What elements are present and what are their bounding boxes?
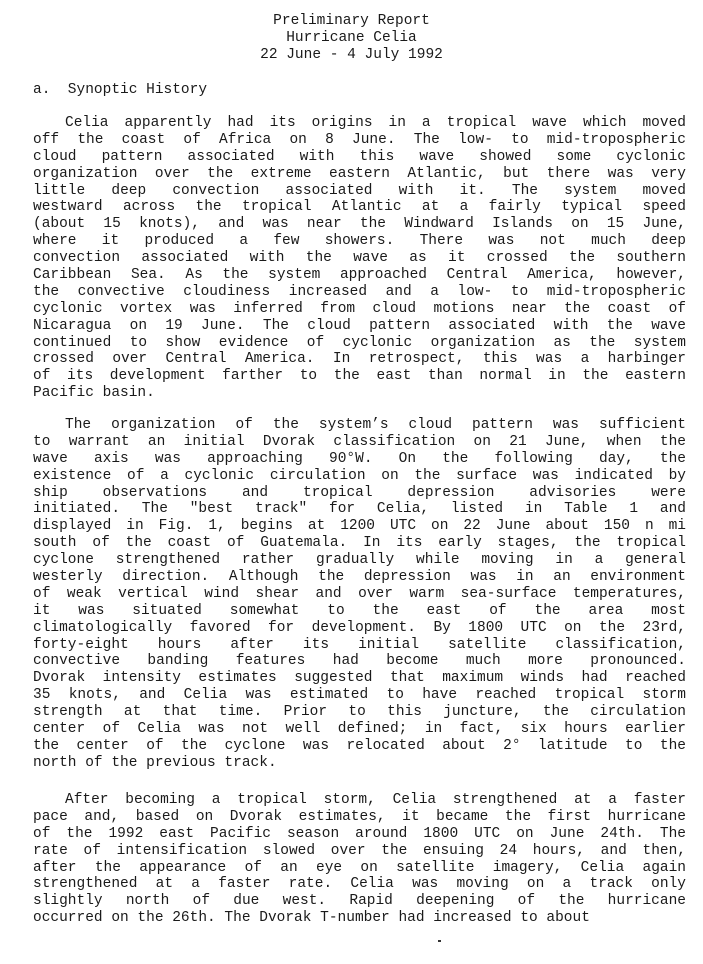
text-line: ship observations and tropical depression advisories were (33, 484, 686, 501)
text-line: where it produced a few showers. There was not much deep (33, 233, 686, 250)
text-line: existence of a cyclonic circulation on the surface was indicated by (33, 467, 686, 484)
text-line: south of the coast of Guatemala. In its early stages, the tropical (33, 535, 686, 552)
report-dates: 22 June - 4 July 1992 (260, 47, 443, 63)
text-line: cloud pattern associated with this wave showed some cyclonic (33, 148, 686, 165)
text-line: off the coast of Africa on 8 June. The low- to mid-tropospheric (33, 131, 686, 148)
text-line: center of Celia was not well defined; in fact, six hours earlier (33, 721, 686, 738)
text-line: 35 knots, and Celia was estimated to have reached tropical storm (33, 687, 686, 704)
text-line: westerly direction. Although the depression was in an environment (33, 569, 686, 586)
text-line: convection associated with the wave as it crossed the southern (33, 250, 686, 267)
text-line: of its development farther to the east than normal in the eastern (33, 368, 686, 385)
text-line: to warrant an initial Dvorak classification on 21 June, when the (33, 433, 686, 450)
text-line: Nicaragua on 19 June. The cloud pattern associated with the wave (33, 317, 686, 334)
paragraph-1 (33, 115, 686, 402)
text-line: strength at that time. Prior to this juncture, the circulation (33, 704, 686, 721)
text-line: organization over the extreme eastern Atlantic, but there was very (33, 165, 686, 182)
text-line: After becoming a tropical storm, Celia strengthened at a faster (65, 792, 686, 808)
text-line: forty-eight hours after its initial satellite classification, (33, 636, 686, 653)
section-heading: a. Synoptic History (33, 82, 208, 98)
text-line: displayed in Fig. 1, begins at 1200 UTC on 22 June about 150 n mi (33, 518, 686, 535)
text-line: Celia apparently had its origins in a tropical wave which moved (65, 115, 686, 131)
text-line: the center of the cyclone was relocated about 2° latitude to the (33, 737, 686, 754)
text-line: north of the previous track. (33, 754, 277, 771)
paragraph-2 (33, 417, 686, 772)
text-line: it was situated somewhat to the east of the area most (33, 602, 686, 619)
text-line: cyclone strengthened rather gradually while moving in a general (33, 552, 686, 569)
text-line: little deep convection associated with it. The system moved (33, 182, 686, 199)
text-line: climatologically favored for development. By 1800 UTC on the 23rd, (33, 619, 686, 636)
report-title: Preliminary Report (273, 13, 430, 29)
text-line: westward across the tropical Atlantic at a fairly typical speed (33, 199, 686, 216)
scan-speck (438, 940, 441, 942)
text-line: The organization of the system’s cloud pattern was sufficient (65, 417, 686, 433)
text-line: pace and, based on Dvorak estimates, it became the first hurricane (33, 808, 686, 825)
text-line: of weak vertical wind shear and over warm sea-surface temperatures, (33, 585, 686, 602)
text-line: strengthened at a faster rate. Celia was moving on a track only (33, 876, 686, 893)
text-line: crossed over Central America. In retrospect, this was a harbinger (33, 351, 686, 368)
text-line: Pacific basin. (33, 385, 155, 402)
text-line: (about 15 knots), and was near the Windward Islands on 15 June, (33, 216, 686, 233)
text-line: rate of intensification slowed over the ensuing 24 hours, and then, (33, 842, 686, 859)
paragraph-3 (33, 792, 686, 927)
text-line: the convective cloudiness increased and a low- to mid-tropospheric (33, 283, 686, 300)
text-line: after the appearance of an eye on satellite imagery, Celia again (33, 859, 686, 876)
text-line: continued to show evidence of cyclonic organization as the system (33, 334, 686, 351)
text-line: Caribbean Sea. As the system approached Central America, however, (33, 267, 686, 284)
text-line: initiated. The "best track" for Celia, listed in Table 1 and (33, 501, 686, 518)
text-line: Dvorak intensity estimates suggested that maximum winds had reached (33, 670, 686, 687)
text-line: of the 1992 east Pacific season around 1800 UTC on June 24th. The (33, 825, 686, 842)
text-line: cyclonic vortex was inferred from cloud motions near the coast of (33, 300, 686, 317)
text-line: convective banding features had become much more pronounced. (33, 653, 686, 670)
text-line: wave axis was approaching 90°W. On the following day, the (33, 450, 686, 467)
text-line: slightly north of due west. Rapid deepening of the hurricane (33, 893, 686, 910)
text-line: occurred on the 26th. The Dvorak T-number had increased to about (33, 910, 590, 927)
report-subtitle: Hurricane Celia (286, 30, 417, 46)
